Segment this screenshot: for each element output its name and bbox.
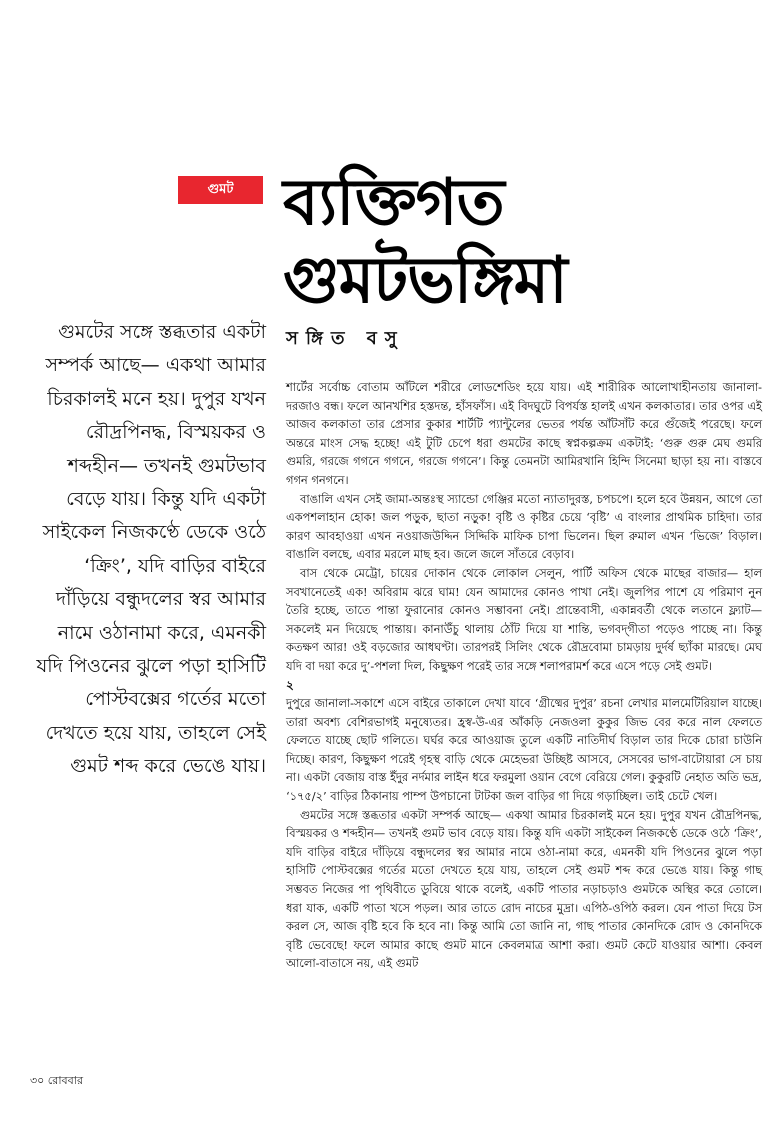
title-line-1: ব্যক্তিগত [283,166,504,240]
body-paragraph: বাঙালি এখন সেই জামা-অন্তঃস্থ স্যান্ডো গেঞ্জির মতো ন্যাতাদুরস্ত, চপচপে। হলে হবে উন্নয়ন, আগে তো একপশলাহান হোক! জল পড়ুক, ছাতা নড়ুক! বৃষ্টি ও কৃষ্টির চেয়ে ‘বৃষ্টি’ এ বাংলার প্রাথমিক চাহিদা। তার কারণ আবহাওয়া এখন নওয়াজউদ্দিন সিদ্দিকি মাফিক চাপা ভিলেন। ছিল রুমাল এখন ‘ভিজে’ বিড়াল। বাঙালি বলছে, এবার মরলে মাছ হব। জলে জলে সাঁতরে বেড়াব। [286,491,762,562]
title-line-2: গুমটভঙ্গিমা [283,244,567,318]
article-title [283,164,763,320]
body-paragraph: শার্টের সর্বোচ্চ বোতাম আঁটলে শরীরে লোডশেডিং হয়ে যায়। এই শারীরিক আলোখাহীনতায় জানালা-দরজাও বন্ধ। ফলে আনখশির হস্তদন্ত, হাঁসফাঁস। এই বিদঘুটে বিপর্যস্ত হালই এখন কলকাতার। তার ওপর এই আজব কলকাতা তার প্রেসার কুকার শার্টটি প্যান্টুলের ভেতর পর্যন্ত আঁটসাঁট করে গুঁজেই পরেছে। ফলে অন্তরে মাংস সেদ্ধ হচ্ছে! এই টুটি চেপে ধরা গুমটের কাছে স্বপ্নকল্পক্রম একটাই: ‘গুরু গুরু মেঘ গুমরি গুমরি, গরজে গগনে গগনে, গরজে গগনে’। কিন্তু তেমনটা আমিরখানি হিন্দি সিনেমা ছাড়া হয় না। বাস্তবে গগন গনগনে। [286,380,762,487]
body-paragraph: গুমটের সঙ্গে স্তব্ধতার একটা সম্পর্ক আছে— একথা আমার চিরকালই মনে হয়। দুপুর যখন রৌদ্রপিনদ্ধ, বিস্ময়কর ও শব্দহীন— তখনই গুমট ভাব বেড়ে যায়। কিন্তু যদি একটা সাইকেল নিজকণ্ঠে ডেকে ওঠে ‘ক্রিং’, যদি বাড়ির বাইরে দাঁড়িয়ে বন্ধুদলের স্বর আমার নামে ওঠা-নামা করে, এমনকী যদি পিওনের ঝুলে পড়া হাসিটি পোস্টবক্সের গর্তের মতো দেখতে হয়ে যায়, তাহলে সেই গুমট শব্দ করে ভেঙে যায়। কিন্তু গাছ সম্ভবত নিজের পা পৃথিবীতে ডুবিয়ে থাকে বলেই, একটি পাতার নড়াচড়াও গুমটকে অস্থির করে তোলে। ধরা যাক, একটি পাতা খসে পড়ল। আর তাতে রোদ নাচের মুদ্রা। এপিঠ-ওপিঠ করল। যেন পাতা দিয়ে টস করল সে, আজ বৃষ্টি হবে কি হবে না। কিন্তু আমি তো জানি না, গাছ পাতার কোনদিকে রোদ ও কোনদিকে বৃষ্টি ভেবেছে! ফলে আমার কাছে গুমট মানে কেবলমাত্র আশা করা। গুমট কেটে যাওয়ার আশা। কেবল আলো-বাতাসে নয়, এই গুমট [286,807,762,971]
article-body [286,378,762,973]
section-number: ২ [286,677,294,692]
page-folio: ৩০ রোববার [30,1074,83,1087]
body-paragraph: বাস থেকে মেট্রো, চায়ের দোকান থেকে লোকাল সেলুন, পার্টি অফিস থেকে মাছের বাজার— হাল সবখানেতেই এক! অবিরাম ঝরে ঘাম! যেন আমাদের কোনও পাখা নেই। জুলপির পাশে যে পরিমাণ নুন তৈরি হচ্ছে, তাতে পান্তা ফুরানোর কোনও সম্ভাবনা নেই। প্রান্তেবাসী, একান্নবর্তী থেকে লতানে ফ্ল্যাট— সকলেই মন দিয়েছে পান্তায়। কানাউঁচু থালায় ঠোঁট দিয়ে যা শান্তি, ভগবদ্‌গীতা পড়েও পাচ্ছে না। কিন্তু কতক্ষণ আর! ওই বড়জোর আধঘণ্টা। তারপরই সিলিং থেকে রৌদ্রবোমা চামড়ায় দুর্দর্ষ ছ্যাঁকা মারছে। মেঘ যদি বা দয়া করে দু’-পশলা দিল, কিছুক্ষণ পরেই তার সঙ্গে শলাপরামর্শ করে এসে পড়ে সেই গুমট। [286,565,762,673]
body-paragraph: দুপুরে জানালা-সকাশে এসে বাইরে তাকালে দেখা যাবে ‘গ্রীষ্মের দুপুর’ রচনা লেখার মালমেটিরিয়াল যাচ্ছে। তারা অবশ্য বেশিরভাগই মনুষ্যেতর। হ্রস্ব-উ-এর আঁকড়ি নেজওলা কুকুর জিভ বের করে নাল ফেলতে ফেলতে যাচ্ছে ছোট গলিতে। ঘর্ঘর করে আওয়াজ তুলে একটি নাতিদীর্ঘ বিড়াল তার দিকে চোরা চাউনি দিচ্ছে। কারণ, কিছুক্ষণ পরেই গৃহস্থ বাড়ি থেকে মেহেভরা উচ্ছিষ্ট আসবে, সেসবের ভাগ-বাটোয়ারা সে চায় না। একটা বেজায় বাস্ত ইঁদুর নর্দমার লাইন ধরে ফরমুলা ওয়ান বেগে বেরিয়ে গেল। কুকুরটি নেহাত অতি ভদ্র, ‘১৭৫/২’ বাড়ির ঠিকানায় পাম্প উপচানো টাটকা জল বাড়ির গা দিয়ে গড়াচ্ছিল। তাই চেটে খেল। [286,696,762,804]
pull-quote: গুমটের সঙ্গে স্তব্ধতার একটা সম্পর্ক আছে— একথা আমার চিরকালই মনে হয়। দুপুর যখন রৌদ্রপিনদ্ধ, বিস্ময়কর ও শব্দহীন— তখনই গুমটভাব বেড়ে যায়। কিন্তু যদি একটা সাইকেল নিজকণ্ঠে ডেকে ওঠে ‘ক্রিং’, যদি বাড়ির বাইরে দাঁড়িয়ে বন্ধুদলের স্বর আমার নামে ওঠানামা করে, এমনকী যদি পিওনের ঝুলে পড়া হাসিটি পোস্টবক্সের গর্তের মতো দেখতে হয়ে যায়, তাহলে সেই গুমট শব্দ করে ভেঙে যায়। [36,321,266,778]
author-byline: সঙ্গিত বসু [286,328,405,349]
section-tag: গুমট [178,176,263,204]
